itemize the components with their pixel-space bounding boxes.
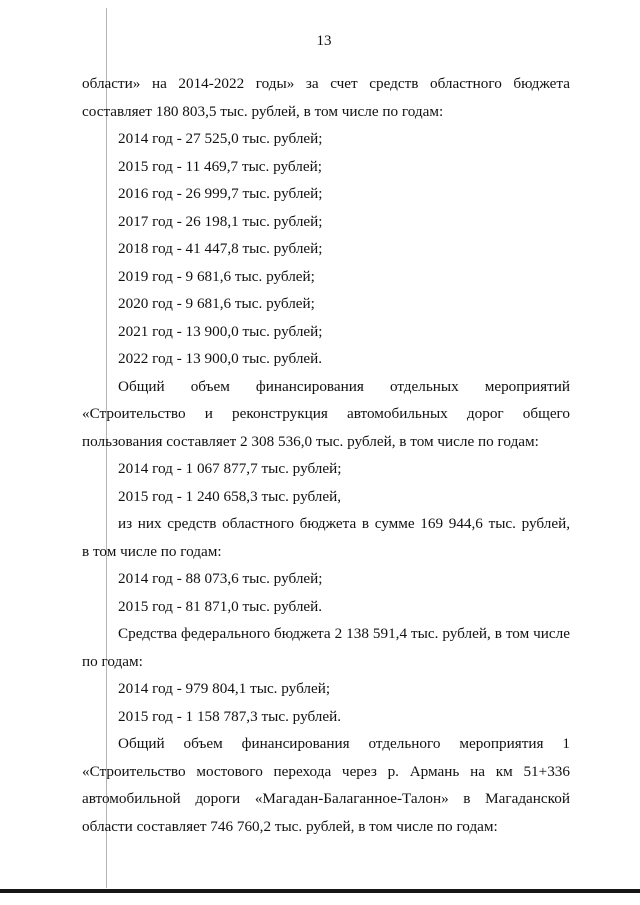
text-line: области» на 2014-2022 годы» за счет средств областного бюджета xyxy=(82,75,570,92)
text-line: «Строительство мостового перехода через р. Армань на км 51+336 xyxy=(82,762,570,780)
text-line: Общий объем финансирования отдельного мероприятия 1 xyxy=(118,735,570,752)
text-line: «Строительство и реконструкция автомобильных дорог общего xyxy=(82,405,570,422)
text-line: 2015 год - 1 240 658,3 тыс. рублей, xyxy=(118,487,342,505)
text-line: по годам: xyxy=(82,652,143,670)
body-text xyxy=(82,70,570,840)
text-line: 2014 год - 27 525,0 тыс. рублей; xyxy=(118,130,323,147)
text-line: составляет 180 803,5 тыс. рублей, в том числе по годам: xyxy=(82,102,444,120)
text-line: Средства федерального бюджета 2 138 591,4 тыс. рублей, в том числе xyxy=(118,625,570,642)
text-line: 2015 год - 1 158 787,3 тыс. рублей. xyxy=(118,707,342,725)
text-line: 2019 год - 9 681,6 тыс. рублей; xyxy=(118,267,315,285)
text-line: 2020 год - 9 681,6 тыс. рублей; xyxy=(118,295,315,312)
text-line: Общий объем финансирования отдельных мероприятий xyxy=(118,377,570,395)
text-line: 2022 год - 13 900,0 тыс. рублей. xyxy=(118,350,323,367)
text-line: в том числе по годам: xyxy=(82,542,222,560)
text-line: 2014 год - 979 804,1 тыс. рублей; xyxy=(118,680,331,697)
bottom-rule xyxy=(0,889,640,893)
text-line: 2014 год - 1 067 877,7 тыс. рублей; xyxy=(118,460,342,477)
text-line: 2018 год - 41 447,8 тыс. рублей; xyxy=(118,240,323,257)
text-line: 2015 год - 11 469,7 тыс. рублей; xyxy=(118,157,322,175)
text-line: из них средств областного бюджета в сумме 169 944,6 тыс. рублей, xyxy=(118,515,570,532)
text-line: пользования составляет 2 308 536,0 тыс. рублей, в том числе по годам: xyxy=(82,432,539,450)
text-line: области составляет 746 760,2 тыс. рублей, в том числе по годам: xyxy=(82,817,498,835)
text-line: 2015 год - 81 871,0 тыс. рублей. xyxy=(118,597,323,615)
text-line: 2016 год - 26 999,7 тыс. рублей; xyxy=(118,185,323,202)
text-line: 2014 год - 88 073,6 тыс. рублей; xyxy=(118,570,323,587)
text-line: 2021 год - 13 900,0 тыс. рублей; xyxy=(118,322,323,340)
page-number: 13 xyxy=(316,33,332,49)
text-line: 2017 год - 26 198,1 тыс. рублей; xyxy=(118,212,323,230)
text-line: автомобильной дороги «Магадан-Балаганное-Талон» в Магаданской xyxy=(82,790,570,807)
